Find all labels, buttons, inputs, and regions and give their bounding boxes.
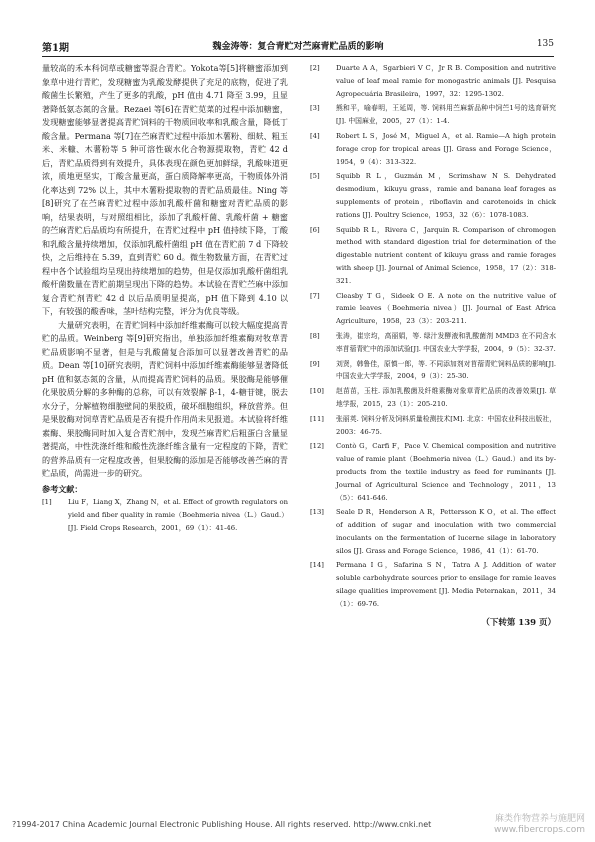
reference-text: Liu F，Liang X，Zhang N，et al. Effect of growth regulators on yield and fiber quality in ramie（Boehmeria nivea（L.）Gaud.）[J]. Field Crops Research，2001，69（1）：41-46. — [68, 498, 288, 532]
issue-number: 第1期 — [42, 43, 69, 54]
continued-note: （下转第 139 页） — [481, 617, 556, 628]
reference-item — [310, 102, 556, 128]
reference-item — [310, 130, 556, 168]
reference-number: [12] — [310, 442, 324, 451]
reference-number: [9] — [310, 359, 320, 368]
reference-item — [310, 290, 556, 328]
reference-number: [5] — [310, 172, 320, 181]
reference-text: Seale D R，Henderson A R，Pettersson K O，et al. The effect of addition of sugar and inoculation with two commercial inoculants on the fermentation of lucerne silage in laboratory silos [J]. Grass and Forage Science，1986，41（1）：61-70. — [336, 508, 556, 555]
reference-number: [4] — [310, 131, 320, 140]
page-header — [42, 36, 554, 54]
reference-number: [1] — [42, 498, 52, 506]
copyright-line: ?1994-2017 China Academic Journal Electronic Publishing House. All rights reserved. http://www.cnki.net — [12, 820, 432, 829]
reference-item — [310, 506, 556, 557]
reference-item — [310, 330, 556, 356]
reference-text: 熊和平，喻春明，王延周，等. 饲料用苎麻新品种中饲苎1号的选育研究[J]. 中国麻业，2005，27（1）：1-4. — [336, 104, 556, 126]
reference-number: [8] — [310, 331, 320, 340]
reference-text: 张丽英. 饲料分析及饲料质量检测技术[M]. 北京：中国农业科技出版社，2003：46-75. — [336, 414, 556, 436]
running-title: 魏金涛等：复合青贮对苎麻青贮品质的影响 — [212, 42, 384, 52]
reference-text: 刘贤，韩鲁佳，原慎一郎，等. 不同添加剂对苜蓿青贮饲料品质的影响[J]. 中国农业大学学报，2004，9（3）：25-30. — [336, 359, 556, 381]
reference-number: [11] — [310, 414, 324, 423]
reference-number: [13] — [310, 508, 324, 517]
reference-item — [310, 440, 556, 504]
reference-item — [310, 385, 556, 411]
reference-number: [7] — [310, 291, 320, 300]
page-footer — [0, 812, 595, 842]
right-column — [310, 62, 556, 630]
reference-item — [310, 413, 556, 439]
header-rule — [42, 56, 554, 57]
reference-item — [310, 358, 556, 384]
references-heading: 参考文献： — [42, 483, 83, 494]
left-column — [42, 62, 288, 536]
page-number: 135 — [536, 39, 554, 49]
reference-item — [310, 62, 556, 100]
reference-text: Cleasby T G，Sideek O E. A note on the nutritive value of ramie leaves（Boehmeria nivea）[J]. Journal of East Africa Agriculture，1958，23（3）：203-211. — [336, 291, 556, 326]
reference-text: 张涛，崔宗均，高丽娟，等. 绿汁发酵液和乳酸菌剂 MMD3 在不同含水率苜蓿青贮中的添加试验[J]. 中国农业大学学报，2004，9（5）：32-37. — [336, 331, 556, 353]
reference-text: Permana I G，Safarina S N，Tatra A J. Addition of water soluble carbohydrate sources prior to ensilage for ramie leaves silage qualities improvement [J]. Media Peternakan，2011，34（1）：69-76. — [336, 561, 556, 608]
reference-text: Duarte A A，Sgarbieri V C，Jr R B. Composition and nutritive value of leaf meal ramie for monogastric animals [J]. Pesquisa Agropecuária Brasileira，1997，32：1295-1302. — [336, 64, 556, 98]
reference-text: 赵苗苗，玉柱. 添加乳酸菌及纤维素酶对象草青贮品质的改善效果[J]. 草地学报，2015，23（1）：205-210. — [336, 387, 556, 408]
reference-item — [42, 496, 288, 534]
reference-text: Squibb R L，Guzmán M，Scrimshaw N S. Dehydrated desmodium，kikuyu grass，ramie and banana leaf forages as supplements of protein，riboflavin and carotenoids in chick rations [J]. Poultry Science，1953，32（6）：1078-1083. — [336, 172, 556, 219]
body-paragraph-1: 量较高的禾本科饲草或糖蜜等混合青贮。Yokota等[5]将糖蜜添加到象草中进行青贮，发现糖蜜为乳酸发酵提供了充足的底物，促进了乳酸菌生长繁殖，产生了更多的乳酸，pH 值由 4.71 降至 3.99，且显著降低氨态氮的含量。Rezaei 等[6]在青贮苋菜的过程中添加糖蜜，发现糖蜜能够显著提高青贮饲料的干物质回收率和乳酸含量，降低丁酸含量。Permana 等[7]在苎麻青贮过程中添加木薯粉、细麸、粗玉米、米糠、木薯粉等 5 种可溶性碳水化合物源提取物，青贮 42 d 后，青贮品质得到有效提升，具体表现在颜色更加鲜绿，乳酸味道更浓，质地更坚实，丁酸含量更高，蛋白质降解率更高，干物质体外消化率达到 72% 以上，其中木薯粉提取物的青贮品质最佳。Ning 等[8]研究了在苎麻青贮过程中添加乳酸杆菌和糖蜜对青贮品质的影响，结果表明，与对照组相比，添加了乳酸杆菌、乳酸杆菌 + 糖蜜的苎麻青贮后品质均有所提升，在青贮过程中 pH 值持续下降，丁酸和乳酸含量持续增加，仅添加乳酸杆菌组 pH 值在青贮前 7 d 下降较快，之后维持在 5.39，直到青贮 60 d。微生物数量方面，在青贮过程中各个试验组均呈现出持续增加的趋势，但是仅添加乳酸杆菌组乳酸杆菌数量在青贮前期呈现出下降的趋势。本试验在青贮苎麻中添加复合青贮剂青贮 42 d 以后品质明显提高，pH 值下降到 4.10 以下，有较强的酸香味，茎叶结构完整，评分为优良等级。 — [42, 63, 288, 316]
reference-number: [6] — [310, 225, 320, 234]
watermark — [494, 814, 585, 836]
reference-item — [310, 559, 556, 610]
reference-number: [3] — [310, 104, 320, 113]
watermark-title: 麻类作物营养与施肥网 — [494, 814, 585, 824]
reference-item — [310, 224, 556, 288]
reference-text: Robert L S，José M，Miguel A，et al. Ramie—A high protein forage crop for tropical areas [J]. Grass and Forage Science，1954，9（4）：313-322. — [336, 131, 556, 166]
watermark-url: www.fibercrops.com — [494, 825, 585, 835]
reference-text: Squibb R L，Rivera C，Jarquin R. Comparison of chromogen method with standard digestion trial for determination of the digestable nutrient content of kikuyu grass and ramie forages with sheep [J]. Journal of Animal Science，1958，17（2）：318-321. — [336, 225, 556, 285]
body-paragraph-2: 大量研究表明，在青贮饲料中添加纤维素酶可以较大幅度提高青贮的品质。Weinberg 等[9]研究指出，单独添加纤维素酶对牧草青贮品质影响不显著，但是与乳酸菌复合添加可以显著改善青贮的品质。Dean 等[10]研究表明，青贮饲料中添加纤维素酶能够显著降低 pH 值和氨态氮的含量，从而提高青贮饲料的品质。果胶酶是能够催化果胶质分解的多种酶的总称，可以有效裂解 β-1，4-糖苷键，脱去水分子，分解植物细胞壁间的果胶质，破坏细胞组织，释放营养。但是果胶酶对饲草青贮品质是否有提升作用尚未见报道。本试验将纤维素酶、果胶酶同时加入复合青贮剂中，发现苎麻青贮后粗蛋白含量显著提高，中性洗涤纤维和酸性洗涤纤维含量有一定程度的下降，青贮的营养品质有一定程度改善，但果胶酶的添加是否能够改善苎麻的青贮品质，尚需进一步的研究。 — [42, 319, 288, 478]
reference-number: [10] — [310, 387, 324, 396]
reference-number: [14] — [310, 561, 324, 570]
reference-number: [2] — [310, 64, 320, 72]
reference-text: Contò G，Carfi F，Pace V. Chemical composition and nutritive value of ramie plant（Boehmeria nivea（L.）Gaud.）and its by-products from the textile industry as feed for ruminants [J]. Journal of Agricultural Science and Technology，2011，13（5）：641-646. — [336, 442, 556, 502]
reference-item — [310, 170, 556, 221]
